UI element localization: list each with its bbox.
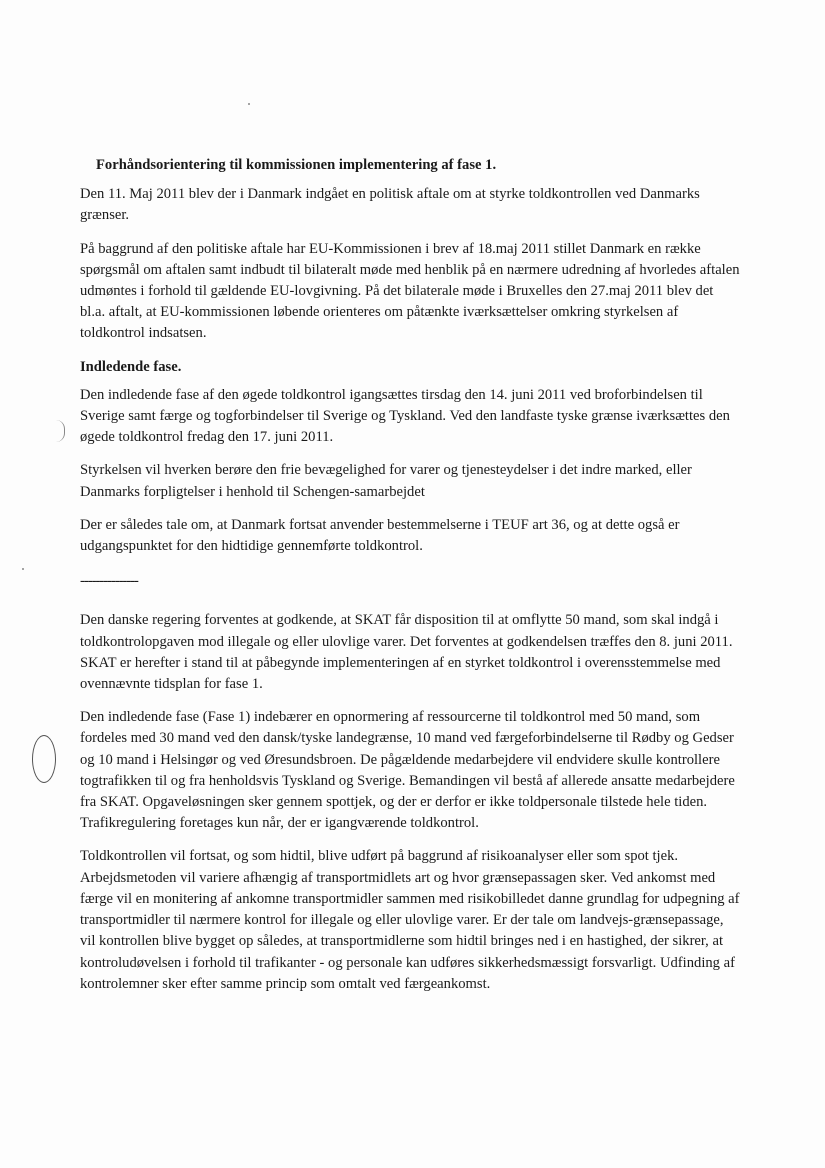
paragraph-phase1: Den indledende fase (Fase 1) indebærer en opnormering af ressourcerne til toldkontrol med 50 mand, som fordeles med 30 mand ved den dansk/tyske landegrænse, 10 mand ved færgeforbindelserne til Rødby og Gedser og 10 mand i Helsingør og ved Øresundsbroen. De pågældende medarbejdere vil endvidere skulle kontrollere togtrafikken til og fra henholdsvis Tyskland og Sverige. Bemandingen vil bestå af allerede ansatte medarbejdere fra SKAT. Opgaveløsningen sker gennem spottjek, og der er derfor er ikke toldpersonale tilstede hele tiden. Trafikregulering foretages kun når, der er igangværende toldkontrol. [80, 709, 735, 832]
divider-line: --------------- [80, 573, 138, 590]
paragraph-intro: Den 11. Maj 2011 blev der i Danmark indgået en politisk aftale om at styrke toldkontrollen ved Danmarks grænser. [80, 186, 700, 224]
scan-edge-mark [56, 420, 65, 442]
paragraph-free-movement: Styrkelsen vil hverken berøre den frie bevægelighed for varer og tjenesteydelser i det indre marked, eller Danmarks forpligtelser i henhold til Schengen-samarbejdet [80, 462, 692, 500]
paragraph-background: På baggrund af den politiske aftale har EU-Kommissionen i brev af 18.maj 2011 stillet Danmark en række spørgsmål om aftalen samt indbudt til bilateralt møde med henblik på en nærmere udredning af hvorledes aftalen udmøntes i forhold til gældende EU-lovgivning. På det bilaterale møde i Bruxelles den 27.maj 2011 blev det bl.a. aftalt, at EU-kommissionen løbende orienteres om påtænkte iværksættelser omkring styrkelsen af toldkontrol indsatsen. [80, 240, 740, 342]
scan-speck [22, 568, 24, 570]
punch-hole [32, 735, 56, 783]
paragraph-control: Toldkontrollen vil fortsat, og som hidtil, blive udført på baggrund af risikoanalyser eller som spot tjek. Arbejdsmetoden vil variere afhængig af transportmidlets art og hvor grænsepassagen sker. Ved ankomst med færge vil en monitering af ankomne transportmidler sammen med risikobilledet danne grundlag for udpegning af transportmidler til nærmere kontrol for illegale og eller ulovlige varer. Er der tale om landvejs-grænsepassage, vil kontrollen blive bygget op således, at transportmidlerne som hidtil bringes ned i en hastighed, der sikrer, at kontroludøvelsen i forhold til trafikanter - og personale kan udføres sikkerhedsmæssigt forsvarligt. Udfinding af kontrolemner sker efter samme princip som omtalt ved færgeankomst. [80, 848, 740, 992]
section-heading: Indledende fase. [80, 358, 182, 375]
paragraph-phase-start: Den indledende fase af den øgede toldkontrol igangsættes tirsdag den 14. juni 2011 ved broforbindelsen til Sverige samt færge og togforbindelser til Sverige og Tyskland. Ved den landfaste tyske grænse iværksættes den øgede toldkontrol fredag den 17. juni 2011. [80, 386, 730, 446]
document-body [80, 155, 740, 1007]
paragraph-teuf: Der er således tale om, at Danmark fortsat anvender bestemmelserne i TEUF art 36, og at dette også er udgangspunktet for den hidtidige gennemførte toldkontrol. [80, 516, 680, 555]
document-title: Forhåndsorientering til kommissionen implementering af fase 1. [96, 157, 497, 173]
scan-speck [248, 103, 250, 105]
paragraph-government: Den danske regering forventes at godkende, at SKAT får disposition til at omflytte 50 mand, som skal indgå i toldkontrolopgaven mod illegale og eller ulovlige varer. Det forventes at godkendelsen træffes den 8. juni 2011. SKAT er herefter i stand til at påbegynde implementeringen af en styrket toldkontrol i overensstemmelse med ovennævnte tidsplan for fase 1. [80, 612, 733, 693]
